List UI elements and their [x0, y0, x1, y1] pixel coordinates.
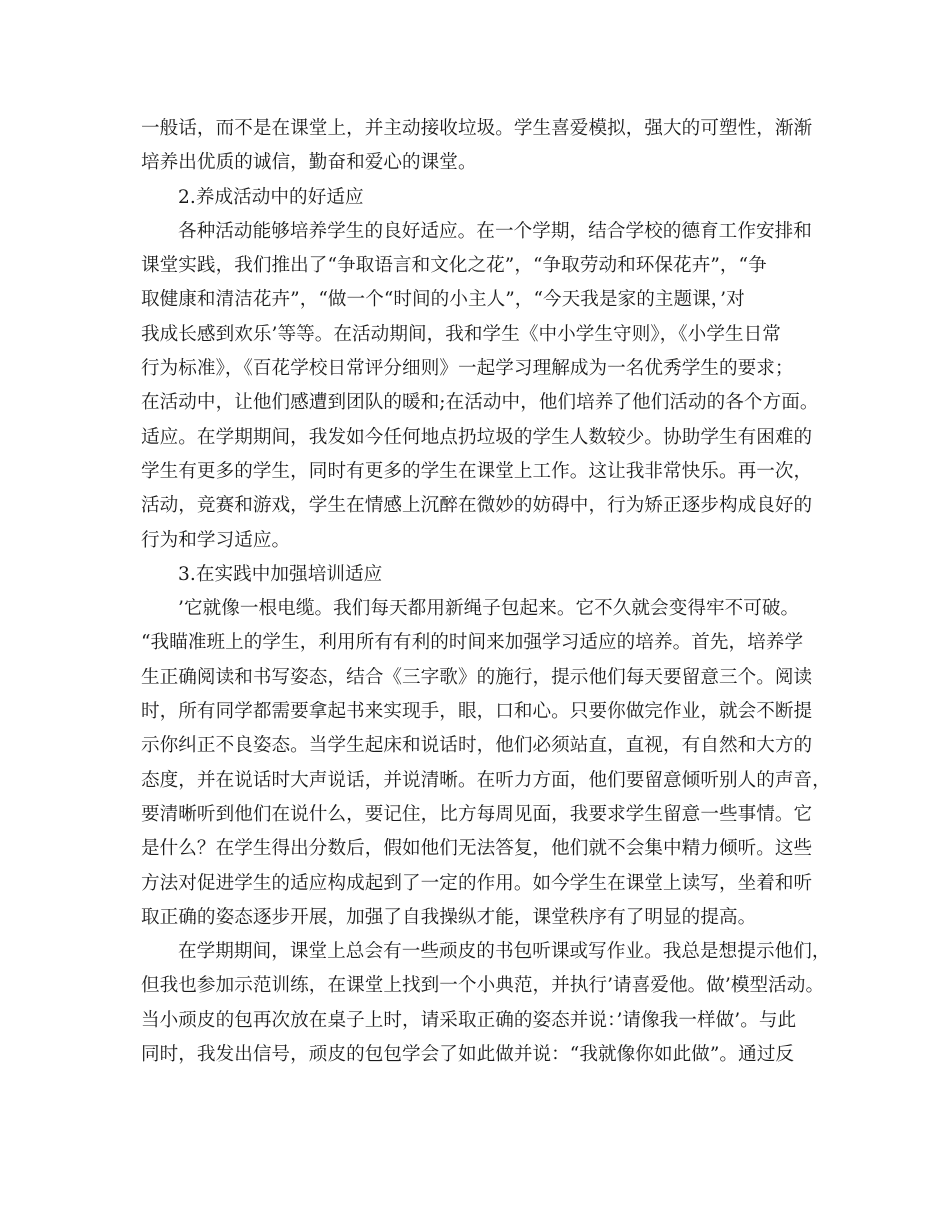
text-line: 但我也参加示范训练，在课堂上找到一个小典范，并执行’请喜爱他。做’模型活动。 [141, 975, 825, 997]
text-line: 适应。在学期期间，我发如今任何地点扔垃圾的学生人数较少。协助学生有困难的 [141, 426, 813, 448]
text-line: 态度，并在说话时大声说话，并说清晰。在听力方面，他们要留意倾听别人的声音， [141, 769, 831, 791]
text-line: 培养出优质的诚信，勤奋和爱心的课堂。 [141, 152, 477, 174]
text-line: 是什么？在学生得出分数后，假如他们无法答复，他们就不会集中精力倾听。这些 [141, 838, 813, 860]
text-line: 要清晰听到他们在说什么，要记住，比方每周见面，我要求学生留意一些事情。它 [141, 803, 813, 825]
text-line: 当小顽皮的包再次放在桌子上时，请采取正确的姿态并说：’请像我一样做’。与此 [141, 1009, 797, 1031]
text-line: 2.养成活动中的好适应 [178, 186, 364, 208]
text-line: 取健康和清洁花卉”，“做一个“时间的小主人”，“今天我是家的主题课，’对 [141, 289, 745, 311]
text-line: 活动，竞赛和游戏，学生在情感上沉醉在微妙的妨碍中，行为矫正逐步构成良好的 [141, 495, 813, 517]
text-line: 在活动中，让他们感遭到团队的暖和;在活动中，他们培养了他们活动的各个方面。 [141, 392, 819, 414]
text-line: 取正确的姿态逐步开展，加强了自我操纵才能，课堂秩序有了明显的提高。 [141, 906, 757, 928]
text-line: 行为和学习适应。 [141, 529, 291, 551]
text-line: 各种活动能够培养学生的良好适应。在一个学期，结合学校的德育工作安排和 [178, 220, 812, 242]
text-line: 课堂实践，我们推出了“争取语言和文化之花”，“争取劳动和环保花卉”，“争 [141, 255, 767, 277]
text-line: 示你纠正不良姿态。当学生起床和说话时，他们必须站直，直视，有自然和大方的 [141, 735, 813, 757]
document-body [141, 112, 831, 1072]
text-line: ’它就像一根电缆。我们每天都用新绳子包起来。它不久就会变得牢不可破。 [178, 598, 800, 620]
text-line: 在学期期间，课堂上总会有一些顽皮的书包听课或写作业。我总是想提示他们， [178, 941, 831, 963]
text-line: “我瞄准班上的学生，利用所有有利的时间来加强学习适应的培养。首先，培养学 [141, 632, 804, 654]
text-line: 方法对促进学生的适应构成起到了一定的作用。如今学生在课堂上读写，坐着和听 [141, 872, 813, 894]
text-line: 行为标准》，《百花学校日常评分细则》一起学习理解成为一名优秀学生的要求； [141, 358, 794, 380]
text-line: 3.在实践中加强培训适应 [178, 563, 383, 585]
text-line: 学生有更多的学生，同时有更多的学生在课堂上工作。这让我非常快乐。再一次， [141, 460, 813, 482]
text-line: 生正确阅读和书写姿态，结合《三字歌》的施行，提示他们每天要留意三个。阅读 [141, 666, 813, 688]
text-line: 我成长感到欢乐’等等。在活动期间，我和学生《中小学生守则》，《小学生日常 [141, 323, 781, 345]
text-line: 时，所有同学都需要拿起书来实现手，眼，口和心。只要你做完作业，就会不断提 [141, 701, 813, 723]
text-line: 同时，我发出信号，顽皮的包包学会了如此做并说：“我就像你如此做”。通过反 [141, 1044, 794, 1066]
text-line: 一般话，而不是在课堂上，并主动接收垃圾。学生喜爱模拟，强大的可塑性，渐渐 [141, 118, 813, 139]
